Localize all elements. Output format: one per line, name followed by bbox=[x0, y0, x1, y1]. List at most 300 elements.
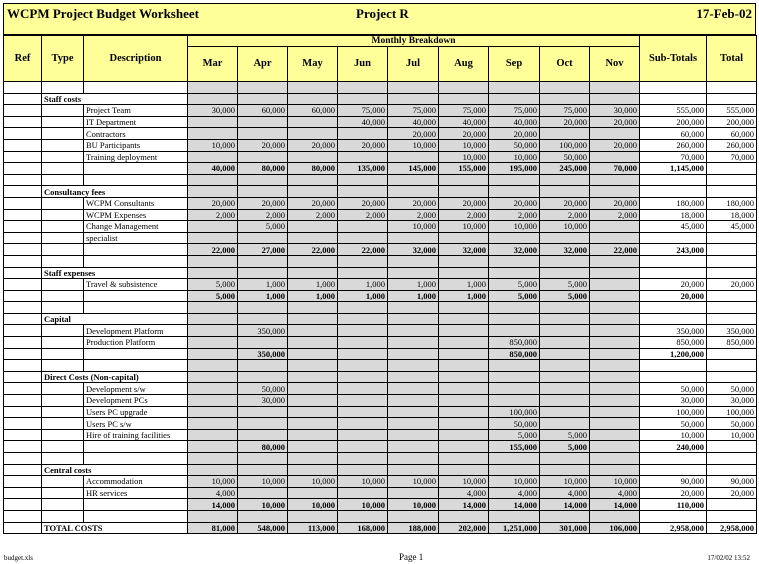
total-cell: 10,000 bbox=[707, 429, 757, 441]
month-value-cell bbox=[238, 128, 288, 140]
month-value-cell bbox=[188, 441, 238, 453]
month-value-cell bbox=[288, 395, 338, 407]
budget-line-row bbox=[4, 221, 757, 233]
month-value-cell bbox=[540, 406, 590, 418]
month-value-cell bbox=[439, 267, 489, 279]
month-value-cell: 10,000 bbox=[188, 139, 238, 151]
description-cell: Change Management bbox=[84, 221, 188, 233]
month-value-cell bbox=[388, 395, 439, 407]
subtotal-cell bbox=[640, 174, 707, 186]
month-value-cell bbox=[590, 337, 640, 349]
month-value-cell bbox=[288, 487, 338, 499]
month-value-cell bbox=[288, 128, 338, 140]
total-row bbox=[4, 348, 757, 360]
total-row bbox=[4, 441, 757, 453]
blank-row bbox=[4, 510, 757, 522]
type-cell bbox=[42, 499, 84, 511]
budget-line-row bbox=[4, 209, 757, 221]
budget-line-row bbox=[4, 383, 757, 395]
month-value-cell: 850,000 bbox=[489, 348, 540, 360]
month-value-cell: 10,000 bbox=[489, 151, 540, 163]
month-value-cell bbox=[439, 371, 489, 383]
month-value-cell: 10,000 bbox=[590, 476, 640, 488]
month-value-cell bbox=[338, 313, 388, 325]
month-value-cell bbox=[388, 267, 439, 279]
description-header: Description bbox=[84, 36, 188, 82]
subtotal-cell bbox=[640, 82, 707, 94]
total-cell bbox=[707, 244, 757, 256]
month-value-cell bbox=[439, 82, 489, 94]
type-cell bbox=[42, 128, 84, 140]
subtotal-cell: 45,000 bbox=[640, 221, 707, 233]
month-value-cell bbox=[188, 221, 238, 233]
subtotal-cell: 243,000 bbox=[640, 244, 707, 256]
description-cell: Training deployment bbox=[84, 151, 188, 163]
month-value-cell bbox=[590, 255, 640, 267]
month-value-cell bbox=[288, 348, 338, 360]
month-value-cell: 2,000 bbox=[439, 209, 489, 221]
month-value-cell bbox=[338, 151, 388, 163]
ref-cell bbox=[4, 197, 42, 209]
subtotal-cell bbox=[640, 255, 707, 267]
month-value-cell: 10,000 bbox=[388, 221, 439, 233]
month-value-cell bbox=[590, 186, 640, 198]
month-value-cell bbox=[238, 429, 288, 441]
budget-line-row bbox=[4, 406, 757, 418]
month-value-cell bbox=[388, 313, 439, 325]
ref-cell bbox=[4, 209, 42, 221]
month-value-cell bbox=[439, 360, 489, 372]
month-value-cell bbox=[338, 174, 388, 186]
month-value-cell bbox=[439, 453, 489, 465]
ref-cell bbox=[4, 348, 42, 360]
ref-cell bbox=[4, 360, 42, 372]
month-value-cell bbox=[188, 174, 238, 186]
ref-cell bbox=[4, 383, 42, 395]
month-value-cell: 5,000 bbox=[238, 221, 288, 233]
total-cell bbox=[707, 313, 757, 325]
month-value-cell bbox=[188, 325, 238, 337]
month-value-cell bbox=[489, 453, 540, 465]
month-value-cell bbox=[238, 186, 288, 198]
month-value-cell bbox=[338, 429, 388, 441]
subtotal-cell: 20,000 bbox=[640, 290, 707, 302]
month-value-cell bbox=[288, 406, 338, 418]
subtotal-cell: 20,000 bbox=[640, 487, 707, 499]
month-value-cell: 10,000 bbox=[489, 476, 540, 488]
month-value-cell: 32,000 bbox=[439, 244, 489, 256]
month-value-cell bbox=[540, 325, 590, 337]
month-value-cell: 10,000 bbox=[388, 499, 439, 511]
month-value-cell bbox=[338, 453, 388, 465]
total-cell bbox=[707, 453, 757, 465]
month-value-cell: 10,000 bbox=[338, 476, 388, 488]
month-value-cell bbox=[288, 174, 338, 186]
month-value-cell: 10,000 bbox=[439, 151, 489, 163]
month-value-cell bbox=[188, 337, 238, 349]
type-cell bbox=[42, 487, 84, 499]
month-value-cell bbox=[288, 82, 338, 94]
section-title: Central costs bbox=[42, 464, 188, 476]
type-cell bbox=[42, 221, 84, 233]
description-cell: Travel & subsistence bbox=[84, 279, 188, 291]
month-value-cell bbox=[388, 464, 439, 476]
type-cell bbox=[42, 255, 84, 267]
total-cell bbox=[707, 186, 757, 198]
month-value-cell: 50,000 bbox=[489, 139, 540, 151]
ref-cell bbox=[4, 302, 42, 314]
budget-line-row bbox=[4, 395, 757, 407]
description-cell bbox=[84, 163, 188, 175]
month-value-cell bbox=[188, 82, 238, 94]
type-cell bbox=[42, 348, 84, 360]
month-value-cell bbox=[238, 174, 288, 186]
subtotal-cell bbox=[640, 453, 707, 465]
month-value-cell bbox=[439, 383, 489, 395]
total-cell: 18,000 bbox=[707, 209, 757, 221]
month-value-cell bbox=[338, 418, 388, 430]
month-value-cell bbox=[338, 221, 388, 233]
month-value-cell bbox=[540, 464, 590, 476]
month-value-cell bbox=[590, 453, 640, 465]
subtotal-cell: 260,000 bbox=[640, 139, 707, 151]
month-value-cell bbox=[489, 371, 540, 383]
month-value-cell bbox=[590, 441, 640, 453]
month-value-cell bbox=[439, 337, 489, 349]
subtotal-cell: 850,000 bbox=[640, 337, 707, 349]
ref-cell bbox=[4, 139, 42, 151]
month-value-cell: 100,000 bbox=[540, 139, 590, 151]
month-value-cell: 75,000 bbox=[489, 105, 540, 117]
month-value-cell: 113,000 bbox=[288, 522, 338, 534]
month-value-cell bbox=[188, 267, 238, 279]
month-value-cell bbox=[590, 151, 640, 163]
month-value-cell: 1,000 bbox=[238, 290, 288, 302]
type-cell bbox=[42, 360, 84, 372]
month-value-cell bbox=[489, 464, 540, 476]
total-cell: 200,000 bbox=[707, 116, 757, 128]
month-value-cell bbox=[288, 510, 338, 522]
type-cell bbox=[42, 105, 84, 117]
total-row bbox=[4, 244, 757, 256]
month-value-cell bbox=[338, 128, 388, 140]
section-row bbox=[4, 464, 757, 476]
month-value-cell bbox=[238, 267, 288, 279]
month-value-cell: 50,000 bbox=[489, 418, 540, 430]
month-value-cell: 135,000 bbox=[338, 163, 388, 175]
month-value-cell bbox=[388, 429, 439, 441]
ref-cell bbox=[4, 82, 42, 94]
month-value-cell: 10,000 bbox=[238, 499, 288, 511]
month-value-cell: 1,000 bbox=[439, 279, 489, 291]
month-value-cell bbox=[388, 360, 439, 372]
total-cell: 20,000 bbox=[707, 487, 757, 499]
total-row bbox=[4, 163, 757, 175]
type-cell bbox=[42, 279, 84, 291]
month-value-cell bbox=[388, 487, 439, 499]
total-cell bbox=[707, 267, 757, 279]
budget-line-row bbox=[4, 105, 757, 117]
month-value-cell: 2,000 bbox=[489, 209, 540, 221]
ref-cell bbox=[4, 279, 42, 291]
month-value-cell bbox=[238, 337, 288, 349]
month-value-cell bbox=[388, 371, 439, 383]
month-value-cell bbox=[338, 186, 388, 198]
month-value-cell bbox=[188, 302, 238, 314]
budget-line-row bbox=[4, 476, 757, 488]
type-cell bbox=[42, 453, 84, 465]
section-row bbox=[4, 313, 757, 325]
ref-cell bbox=[4, 313, 42, 325]
description-cell: WCPM Expenses bbox=[84, 209, 188, 221]
month-value-cell bbox=[439, 510, 489, 522]
subtotal-cell bbox=[640, 93, 707, 105]
month-value-cell: 22,000 bbox=[188, 244, 238, 256]
ref-cell bbox=[4, 267, 42, 279]
month-value-cell bbox=[288, 255, 338, 267]
month-value-cell bbox=[540, 360, 590, 372]
month-header-sep: Sep bbox=[489, 47, 540, 82]
worksheet-title: WCPM Project Budget Worksheet bbox=[7, 6, 199, 21]
blank-row bbox=[4, 174, 757, 186]
month-value-cell bbox=[439, 186, 489, 198]
month-value-cell: 106,000 bbox=[590, 522, 640, 534]
month-value-cell bbox=[238, 464, 288, 476]
blank-row bbox=[4, 360, 757, 372]
type-cell bbox=[42, 174, 84, 186]
month-value-cell bbox=[439, 255, 489, 267]
total-cell bbox=[707, 499, 757, 511]
month-value-cell: 1,000 bbox=[439, 290, 489, 302]
subtotal-cell: 10,000 bbox=[640, 429, 707, 441]
month-value-cell bbox=[238, 371, 288, 383]
month-value-cell: 40,000 bbox=[188, 163, 238, 175]
ref-cell bbox=[4, 325, 42, 337]
total-cell bbox=[707, 232, 757, 244]
budget-line-row bbox=[4, 139, 757, 151]
section-title: Capital bbox=[42, 313, 188, 325]
month-value-cell: 20,000 bbox=[338, 197, 388, 209]
month-value-cell bbox=[238, 360, 288, 372]
month-value-cell: 10,000 bbox=[439, 139, 489, 151]
month-value-cell bbox=[489, 93, 540, 105]
month-value-cell bbox=[439, 441, 489, 453]
month-value-cell: 2,000 bbox=[288, 209, 338, 221]
total-cell bbox=[707, 464, 757, 476]
month-value-cell bbox=[489, 82, 540, 94]
month-value-cell: 10,000 bbox=[288, 476, 338, 488]
total-cell bbox=[707, 371, 757, 383]
month-value-cell bbox=[590, 360, 640, 372]
ref-cell bbox=[4, 510, 42, 522]
type-cell bbox=[42, 209, 84, 221]
month-value-cell: 4,000 bbox=[439, 487, 489, 499]
month-value-cell bbox=[188, 151, 238, 163]
month-value-cell: 4,000 bbox=[489, 487, 540, 499]
type-cell bbox=[42, 244, 84, 256]
month-value-cell bbox=[188, 93, 238, 105]
total-cell bbox=[707, 174, 757, 186]
month-value-cell bbox=[338, 406, 388, 418]
subtotal-cell: 350,000 bbox=[640, 325, 707, 337]
month-value-cell bbox=[238, 302, 288, 314]
description-cell: Development Platform bbox=[84, 325, 188, 337]
month-value-cell: 22,000 bbox=[288, 244, 338, 256]
month-value-cell bbox=[590, 383, 640, 395]
month-value-cell bbox=[590, 302, 640, 314]
subtotal-cell: 30,000 bbox=[640, 395, 707, 407]
month-value-cell: 50,000 bbox=[540, 151, 590, 163]
month-value-cell: 80,000 bbox=[238, 441, 288, 453]
month-value-cell: 188,000 bbox=[388, 522, 439, 534]
month-value-cell: 40,000 bbox=[489, 116, 540, 128]
description-cell: HR services bbox=[84, 487, 188, 499]
budget-line-row bbox=[4, 128, 757, 140]
month-value-cell bbox=[439, 348, 489, 360]
month-value-cell: 32,000 bbox=[540, 244, 590, 256]
month-value-cell: 202,000 bbox=[439, 522, 489, 534]
month-value-cell bbox=[590, 232, 640, 244]
subtotal-cell bbox=[640, 232, 707, 244]
subtotal-cell: 100,000 bbox=[640, 406, 707, 418]
month-value-cell bbox=[590, 418, 640, 430]
month-value-cell bbox=[590, 93, 640, 105]
month-value-cell: 20,000 bbox=[188, 197, 238, 209]
month-value-cell bbox=[388, 453, 439, 465]
subtotal-cell: 110,000 bbox=[640, 499, 707, 511]
monthly-breakdown-header: Monthly Breakdown bbox=[188, 36, 640, 47]
month-value-cell bbox=[338, 395, 388, 407]
month-value-cell bbox=[238, 93, 288, 105]
ref-cell bbox=[4, 116, 42, 128]
month-value-cell bbox=[388, 348, 439, 360]
total-cell: 50,000 bbox=[707, 383, 757, 395]
month-value-cell: 14,000 bbox=[439, 499, 489, 511]
month-value-cell: 10,000 bbox=[439, 221, 489, 233]
description-cell bbox=[84, 174, 188, 186]
ref-cell bbox=[4, 232, 42, 244]
type-cell bbox=[42, 337, 84, 349]
month-value-cell bbox=[590, 464, 640, 476]
type-cell bbox=[42, 441, 84, 453]
subtotal-cell: 90,000 bbox=[640, 476, 707, 488]
report-date: 17-Feb-02 bbox=[696, 6, 752, 21]
section-title: Consultancy fees bbox=[42, 186, 188, 198]
month-value-cell bbox=[489, 255, 540, 267]
subtotals-header: Sub-Totals bbox=[640, 36, 707, 82]
month-value-cell bbox=[188, 395, 238, 407]
subtotal-cell bbox=[640, 371, 707, 383]
grand-row bbox=[4, 522, 757, 534]
ref-cell bbox=[4, 163, 42, 175]
month-value-cell: 1,000 bbox=[388, 290, 439, 302]
ref-cell bbox=[4, 418, 42, 430]
month-value-cell bbox=[388, 232, 439, 244]
total-cell: 2,958,000 bbox=[707, 522, 757, 534]
month-value-cell: 10,000 bbox=[540, 221, 590, 233]
month-header-aug: Aug bbox=[439, 47, 489, 82]
month-value-cell bbox=[288, 313, 338, 325]
month-value-cell bbox=[388, 93, 439, 105]
ref-cell bbox=[4, 337, 42, 349]
description-cell: WCPM Consultants bbox=[84, 197, 188, 209]
ref-cell bbox=[4, 406, 42, 418]
month-value-cell bbox=[590, 406, 640, 418]
description-cell bbox=[84, 441, 188, 453]
ref-cell bbox=[4, 244, 42, 256]
month-value-cell: 168,000 bbox=[338, 522, 388, 534]
ref-cell bbox=[4, 371, 42, 383]
month-value-cell bbox=[489, 174, 540, 186]
description-cell bbox=[84, 255, 188, 267]
month-value-cell bbox=[288, 267, 338, 279]
month-value-cell bbox=[489, 313, 540, 325]
month-value-cell: 5,000 bbox=[188, 279, 238, 291]
month-value-cell bbox=[288, 325, 338, 337]
type-cell bbox=[42, 395, 84, 407]
subtotal-cell bbox=[640, 313, 707, 325]
month-value-cell bbox=[489, 383, 540, 395]
month-value-cell: 350,000 bbox=[238, 348, 288, 360]
month-value-cell bbox=[540, 337, 590, 349]
subtotal-cell: 1,145,000 bbox=[640, 163, 707, 175]
description-cell: Project Team bbox=[84, 105, 188, 117]
month-value-cell bbox=[188, 464, 238, 476]
month-value-cell: 40,000 bbox=[439, 116, 489, 128]
month-value-cell bbox=[489, 186, 540, 198]
month-value-cell bbox=[540, 93, 590, 105]
total-cell bbox=[707, 255, 757, 267]
print-timestamp: 17/02/02 13:52 bbox=[707, 554, 750, 562]
total-cell bbox=[707, 163, 757, 175]
total-cell: 350,000 bbox=[707, 325, 757, 337]
month-value-cell: 5,000 bbox=[489, 279, 540, 291]
month-value-cell bbox=[188, 255, 238, 267]
month-value-cell: 20,000 bbox=[288, 197, 338, 209]
section-row bbox=[4, 371, 757, 383]
month-value-cell bbox=[338, 360, 388, 372]
month-value-cell: 5,000 bbox=[489, 290, 540, 302]
section-row bbox=[4, 93, 757, 105]
month-value-cell bbox=[338, 232, 388, 244]
month-value-cell: 20,000 bbox=[439, 197, 489, 209]
month-value-cell bbox=[288, 151, 338, 163]
month-value-cell bbox=[288, 360, 338, 372]
month-header-apr: Apr bbox=[238, 47, 288, 82]
budget-table bbox=[3, 35, 757, 534]
ref-cell bbox=[4, 487, 42, 499]
month-value-cell bbox=[188, 116, 238, 128]
section-title: Direct Costs (Non-capital) bbox=[42, 371, 188, 383]
month-value-cell bbox=[540, 128, 590, 140]
month-value-cell bbox=[590, 290, 640, 302]
month-value-cell: 5,000 bbox=[188, 290, 238, 302]
month-value-cell: 30,000 bbox=[238, 395, 288, 407]
ref-cell bbox=[4, 221, 42, 233]
description-cell: Users PC upgrade bbox=[84, 406, 188, 418]
month-value-cell: 60,000 bbox=[288, 105, 338, 117]
month-header-nov: Nov bbox=[590, 47, 640, 82]
type-cell bbox=[42, 510, 84, 522]
month-value-cell: 14,000 bbox=[590, 499, 640, 511]
type-cell bbox=[42, 476, 84, 488]
month-value-cell bbox=[590, 128, 640, 140]
month-value-cell bbox=[489, 510, 540, 522]
month-value-cell: 10,000 bbox=[188, 476, 238, 488]
budget-line-row bbox=[4, 279, 757, 291]
project-name: Project R bbox=[356, 6, 409, 21]
ref-cell bbox=[4, 105, 42, 117]
